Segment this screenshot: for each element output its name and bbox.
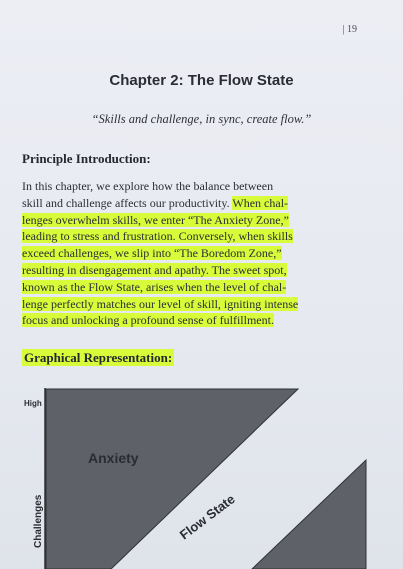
y-axis-label: Challenges: [33, 494, 44, 548]
body-line: resulting in disengagement and apathy. The sweet spot,: [22, 262, 287, 277]
anxiety-label: Anxiety: [88, 450, 139, 466]
page-number: | 19: [342, 24, 357, 35]
body-line: lenge perfectly matches our level of skill, igniting intense: [22, 296, 299, 311]
body-paragraph: [22, 178, 367, 329]
graph-heading: [22, 350, 174, 366]
y-high-label: High: [24, 399, 42, 408]
principle-heading-text: Principle Introduction:: [22, 151, 151, 166]
body-line: known as the Flow State, arises when the level of chal-: [22, 279, 287, 294]
principle-heading: [22, 151, 151, 167]
body-line: lenges overwhelm skills, we enter “The Anxiety Zone,”: [22, 212, 289, 227]
lower-zone: [252, 460, 366, 569]
body-line: leading to stress and frustration. Conversely, when skills: [22, 229, 293, 244]
chapter-title: Chapter 2: The Flow State: [109, 72, 294, 89]
body-line: focus and unlocking a profound sense of fulfillment.: [22, 313, 274, 328]
body-line: In this chapter, we explore how the balance between: [22, 179, 274, 193]
flow-state-label: Flow State: [176, 491, 238, 543]
graph-heading-text: Graphical Representation:: [24, 350, 173, 365]
body-line: exceed challenges, we slip into “The Boredom Zone,”: [22, 246, 282, 261]
body-line: skill and challenge affects our productivity. When chal-: [22, 195, 289, 210]
flow-diagram: [0, 380, 403, 569]
chapter-quote: “Skills and challenge, in sync, create flow.”: [91, 112, 312, 126]
anxiety-zone: [46, 389, 298, 569]
